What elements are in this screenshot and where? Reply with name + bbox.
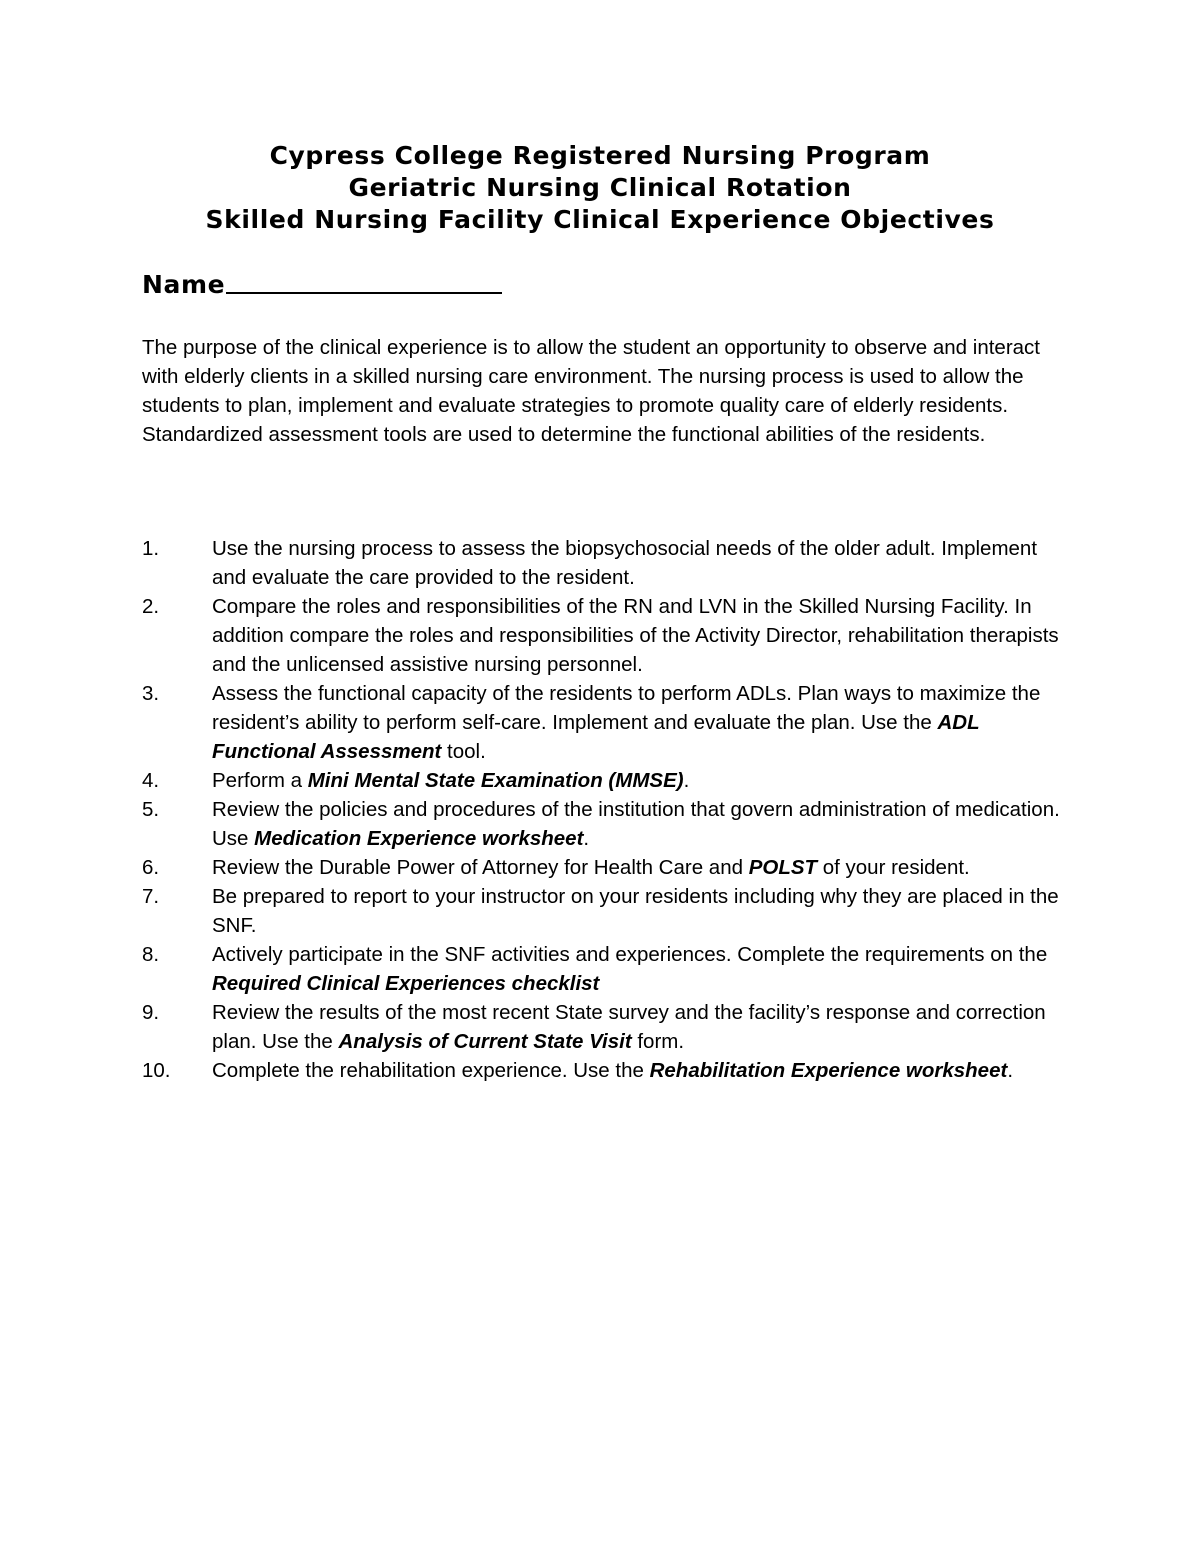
- objective-text: Compare the roles and responsibilities of the RN and LVN in the Skilled Nursing Facility. In addition compare the roles and responsibilities of the Activity Director, rehabilitation therapists and the unlicensed assistive nursing personnel.: [212, 595, 1059, 676]
- objective-item: [142, 940, 1072, 998]
- objective-item: [142, 795, 1072, 853]
- objective-item: [142, 998, 1072, 1056]
- objective-number: 5.: [142, 798, 160, 821]
- objective-text-end: tool.: [441, 740, 486, 763]
- objective-number: 8.: [142, 943, 160, 966]
- objective-text: Review the results of the most recent State survey and the facility’s response and correction plan. Use the: [212, 1001, 1046, 1053]
- objective-text: Use the nursing process to assess the biopsychosocial needs of the older adult. Implement and evaluate the care provided to the resident.: [212, 537, 1038, 589]
- objective-text-end: .: [583, 827, 590, 850]
- objective-item: [142, 766, 1072, 795]
- objective-text: Review the Durable Power of Attorney for Health Care and: [212, 856, 749, 879]
- objective-text: Be prepared to report to your instructor on your residents including why they are placed in the SNF.: [212, 885, 1059, 937]
- objective-number: 6.: [142, 856, 160, 879]
- objective-number: 3.: [142, 682, 160, 705]
- objective-item: [142, 679, 1072, 766]
- objective-number: 2.: [142, 595, 160, 618]
- objective-emphasis: Analysis of Current State Visit: [338, 1030, 632, 1053]
- objective-text: Assess the functional capacity of the residents to perform ADLs. Plan ways to maximize the resident’s ability to perform self-care. Implement and evaluate the plan. Use the: [212, 682, 1041, 734]
- objective-emphasis: POLST: [748, 856, 818, 879]
- objective-item: [142, 882, 1072, 940]
- objective-emphasis: ADL Functional Assessment: [212, 711, 980, 763]
- title-line-1: Cypress College Registered Nursing Program: [269, 141, 931, 170]
- name-blank-line: [226, 292, 502, 294]
- objectives-list: [142, 534, 1072, 1085]
- objective-number: 7.: [142, 885, 160, 908]
- name-field-row: [142, 268, 502, 302]
- document-header: [0, 140, 1200, 236]
- objective-item: [142, 1056, 1072, 1085]
- objective-emphasis: Mini Mental State Examination (MMSE): [307, 769, 684, 792]
- title-line-2: Geriatric Nursing Clinical Rotation: [348, 173, 852, 202]
- objective-item: [142, 534, 1072, 592]
- objective-text-end: of your resident.: [817, 856, 970, 879]
- objective-emphasis: Required Clinical Experiences checklist: [212, 972, 600, 995]
- objective-number: 9.: [142, 1001, 160, 1024]
- name-label: Name: [142, 270, 226, 299]
- objective-text: Actively participate in the SNF activities and experiences. Complete the requirements on the: [212, 943, 1048, 966]
- objective-text-end: .: [683, 769, 690, 792]
- objective-text-end: .: [1007, 1059, 1014, 1082]
- objective-number: 1.: [142, 537, 160, 560]
- title-line-3: Skilled Nursing Facility Clinical Experience Objectives: [205, 205, 995, 234]
- objective-text: Review the policies and procedures of the institution that govern administration of medication. Use: [212, 798, 1060, 850]
- objective-emphasis: Rehabilitation Experience worksheet: [649, 1059, 1008, 1082]
- objective-text-end: form.: [631, 1030, 685, 1053]
- objective-number: 10.: [142, 1059, 171, 1082]
- objective-emphasis: Medication Experience worksheet: [254, 827, 584, 850]
- purpose-paragraph: The purpose of the clinical experience is to allow the student an opportunity to observe and interact with elderly clients in a skilled nursing care environment. The nursing process is used to allow the students to plan, implement and evaluate strategies to promote quality care of elderly residents. Standardized assessment tools are used to determine the functional abilities of the residents.: [142, 336, 1040, 446]
- objective-text: Perform a: [212, 769, 308, 792]
- objective-number: 4.: [142, 769, 160, 792]
- objective-item: [142, 592, 1072, 679]
- objective-item: [142, 853, 1072, 882]
- objective-text: Complete the rehabilitation experience. Use the: [212, 1059, 650, 1082]
